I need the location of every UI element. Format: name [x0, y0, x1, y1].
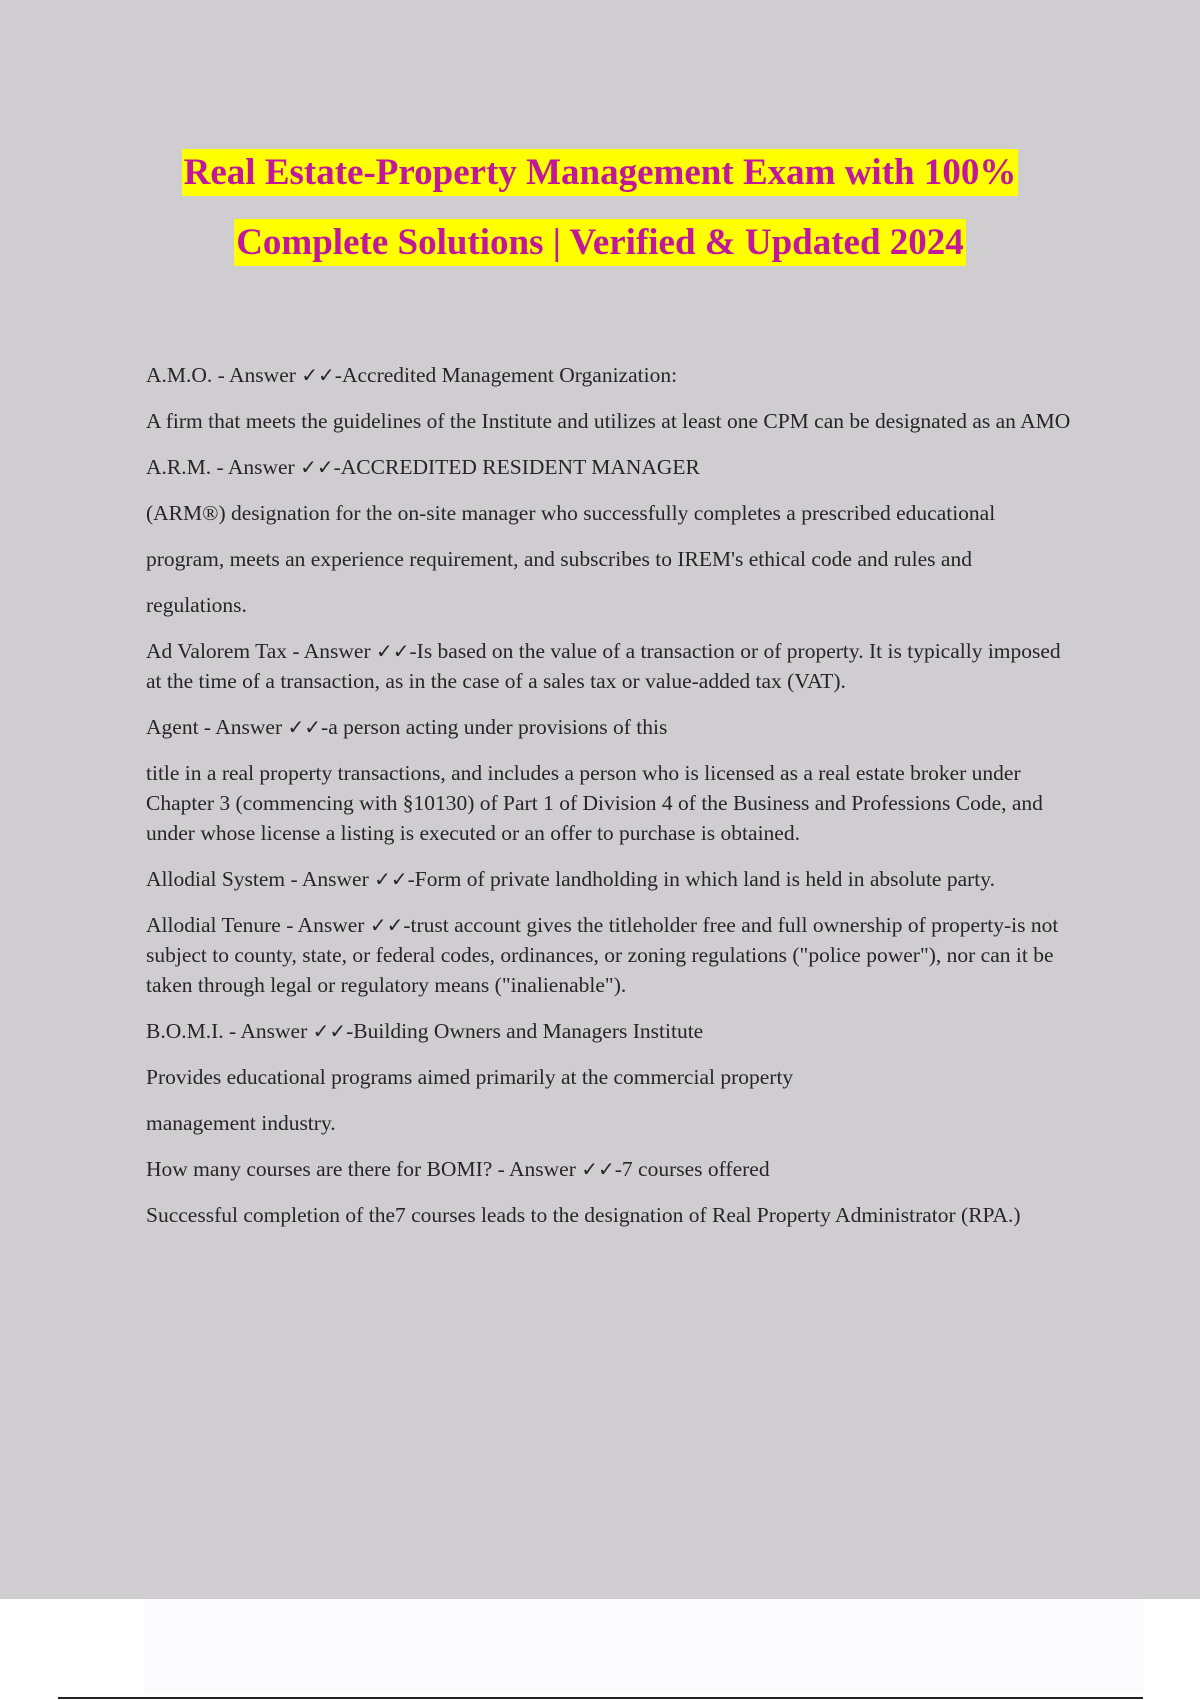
qa-entry-question — [146, 864, 1076, 894]
qa-entry-continuation: Provides educational programs aimed primarily at the commercial property — [146, 1065, 794, 1089]
qa-entry-question — [146, 452, 1076, 482]
next-page-preview — [0, 1599, 1200, 1700]
term-label: A.R.M. - Answer — [146, 455, 301, 479]
qa-entry-question — [146, 636, 1076, 696]
next-page-panel — [144, 1599, 1144, 1695]
double-check-icon: ✓✓ — [375, 639, 410, 663]
qa-entry-question — [146, 1154, 1076, 1184]
qa-entry-question — [146, 712, 1076, 742]
double-check-icon: ✓✓ — [300, 455, 334, 479]
double-check-icon: ✓✓ — [287, 715, 322, 739]
double-check-icon: ✓✓ — [581, 1157, 615, 1181]
answer-text: -a person acting under provisions of this — [321, 715, 668, 739]
qa-entry-continuation: management industry. — [146, 1111, 336, 1135]
answer-text: -Is based on the value of a transaction or of property. It is typically imposed at the time of a transaction, as in the case of a sales tax or value-added tax (VAT). — [146, 639, 1061, 693]
term-label: Allodial System - Answer — [146, 867, 375, 891]
qa-entry-continuation: (ARM®) designation for the on-site manager who successfully completes a prescribed educational — [146, 501, 996, 525]
double-check-icon: ✓✓ — [301, 363, 335, 387]
term-label: Allodial Tenure - Answer — [146, 913, 370, 937]
answer-text: -Building Owners and Managers Institute — [346, 1019, 704, 1043]
answer-text: -7 courses offered — [614, 1157, 770, 1181]
term-label: B.O.M.I. - Answer — [146, 1019, 313, 1043]
qa-entry-question — [146, 1016, 1076, 1046]
qa-entry-continuation: title in a real property transactions, and includes a person who is licensed as a real estate broker under Chapter 3 (commencing with §10130) of Part 1 of Division 4 of the Business and Professions Code, and under whose license a listing is executed or an offer to purchase is obtained. — [146, 761, 1043, 845]
term-label: A.M.O. - Answer — [146, 363, 302, 387]
qa-entry-question — [146, 360, 1076, 390]
qa-entry-continuation: A firm that meets the guidelines of the Institute and utilizes at least one CPM can be designated as an AMO — [146, 409, 1071, 433]
answer-text: -Form of private landholding in which land is held in absolute party. — [407, 867, 995, 891]
answer-text: -Accredited Management Organization: — [334, 363, 678, 387]
qa-content — [146, 360, 1076, 1246]
answer-text: -ACCREDITED RESIDENT MANAGER — [333, 455, 700, 479]
term-label: Ad Valorem Tax - Answer — [146, 639, 376, 663]
double-check-icon: ✓✓ — [374, 867, 408, 891]
title-line-2: Complete Solutions | Verified & Updated 2024 — [234, 219, 966, 266]
term-label: How many courses are there for BOMI? - Answer — [146, 1157, 582, 1181]
qa-entry-question — [146, 910, 1076, 1000]
title-line-1: Real Estate-Property Management Exam with 100% — [182, 149, 1019, 196]
qa-entry-continuation: Successful completion of the7 courses leads to the designation of Real Property Administrator (RPA.) — [146, 1203, 1021, 1227]
answer-text: -trust account gives the titleholder free and full ownership of property-is not subject to county, state, or federal codes, ordinances, or zoning regulations ("police power"), nor can it be taken through legal or regulatory means ("inalienable"). — [146, 913, 1059, 997]
qa-entry-continuation: program, meets an experience requirement, and subscribes to IREM's ethical code and rules and — [146, 547, 972, 571]
term-label: Agent - Answer — [146, 715, 288, 739]
qa-entry-continuation: regulations. — [146, 593, 247, 617]
document-title — [0, 138, 1200, 278]
double-check-icon: ✓✓ — [312, 1019, 347, 1043]
page-divider-line — [58, 1697, 1143, 1699]
double-check-icon: ✓✓ — [369, 913, 404, 937]
